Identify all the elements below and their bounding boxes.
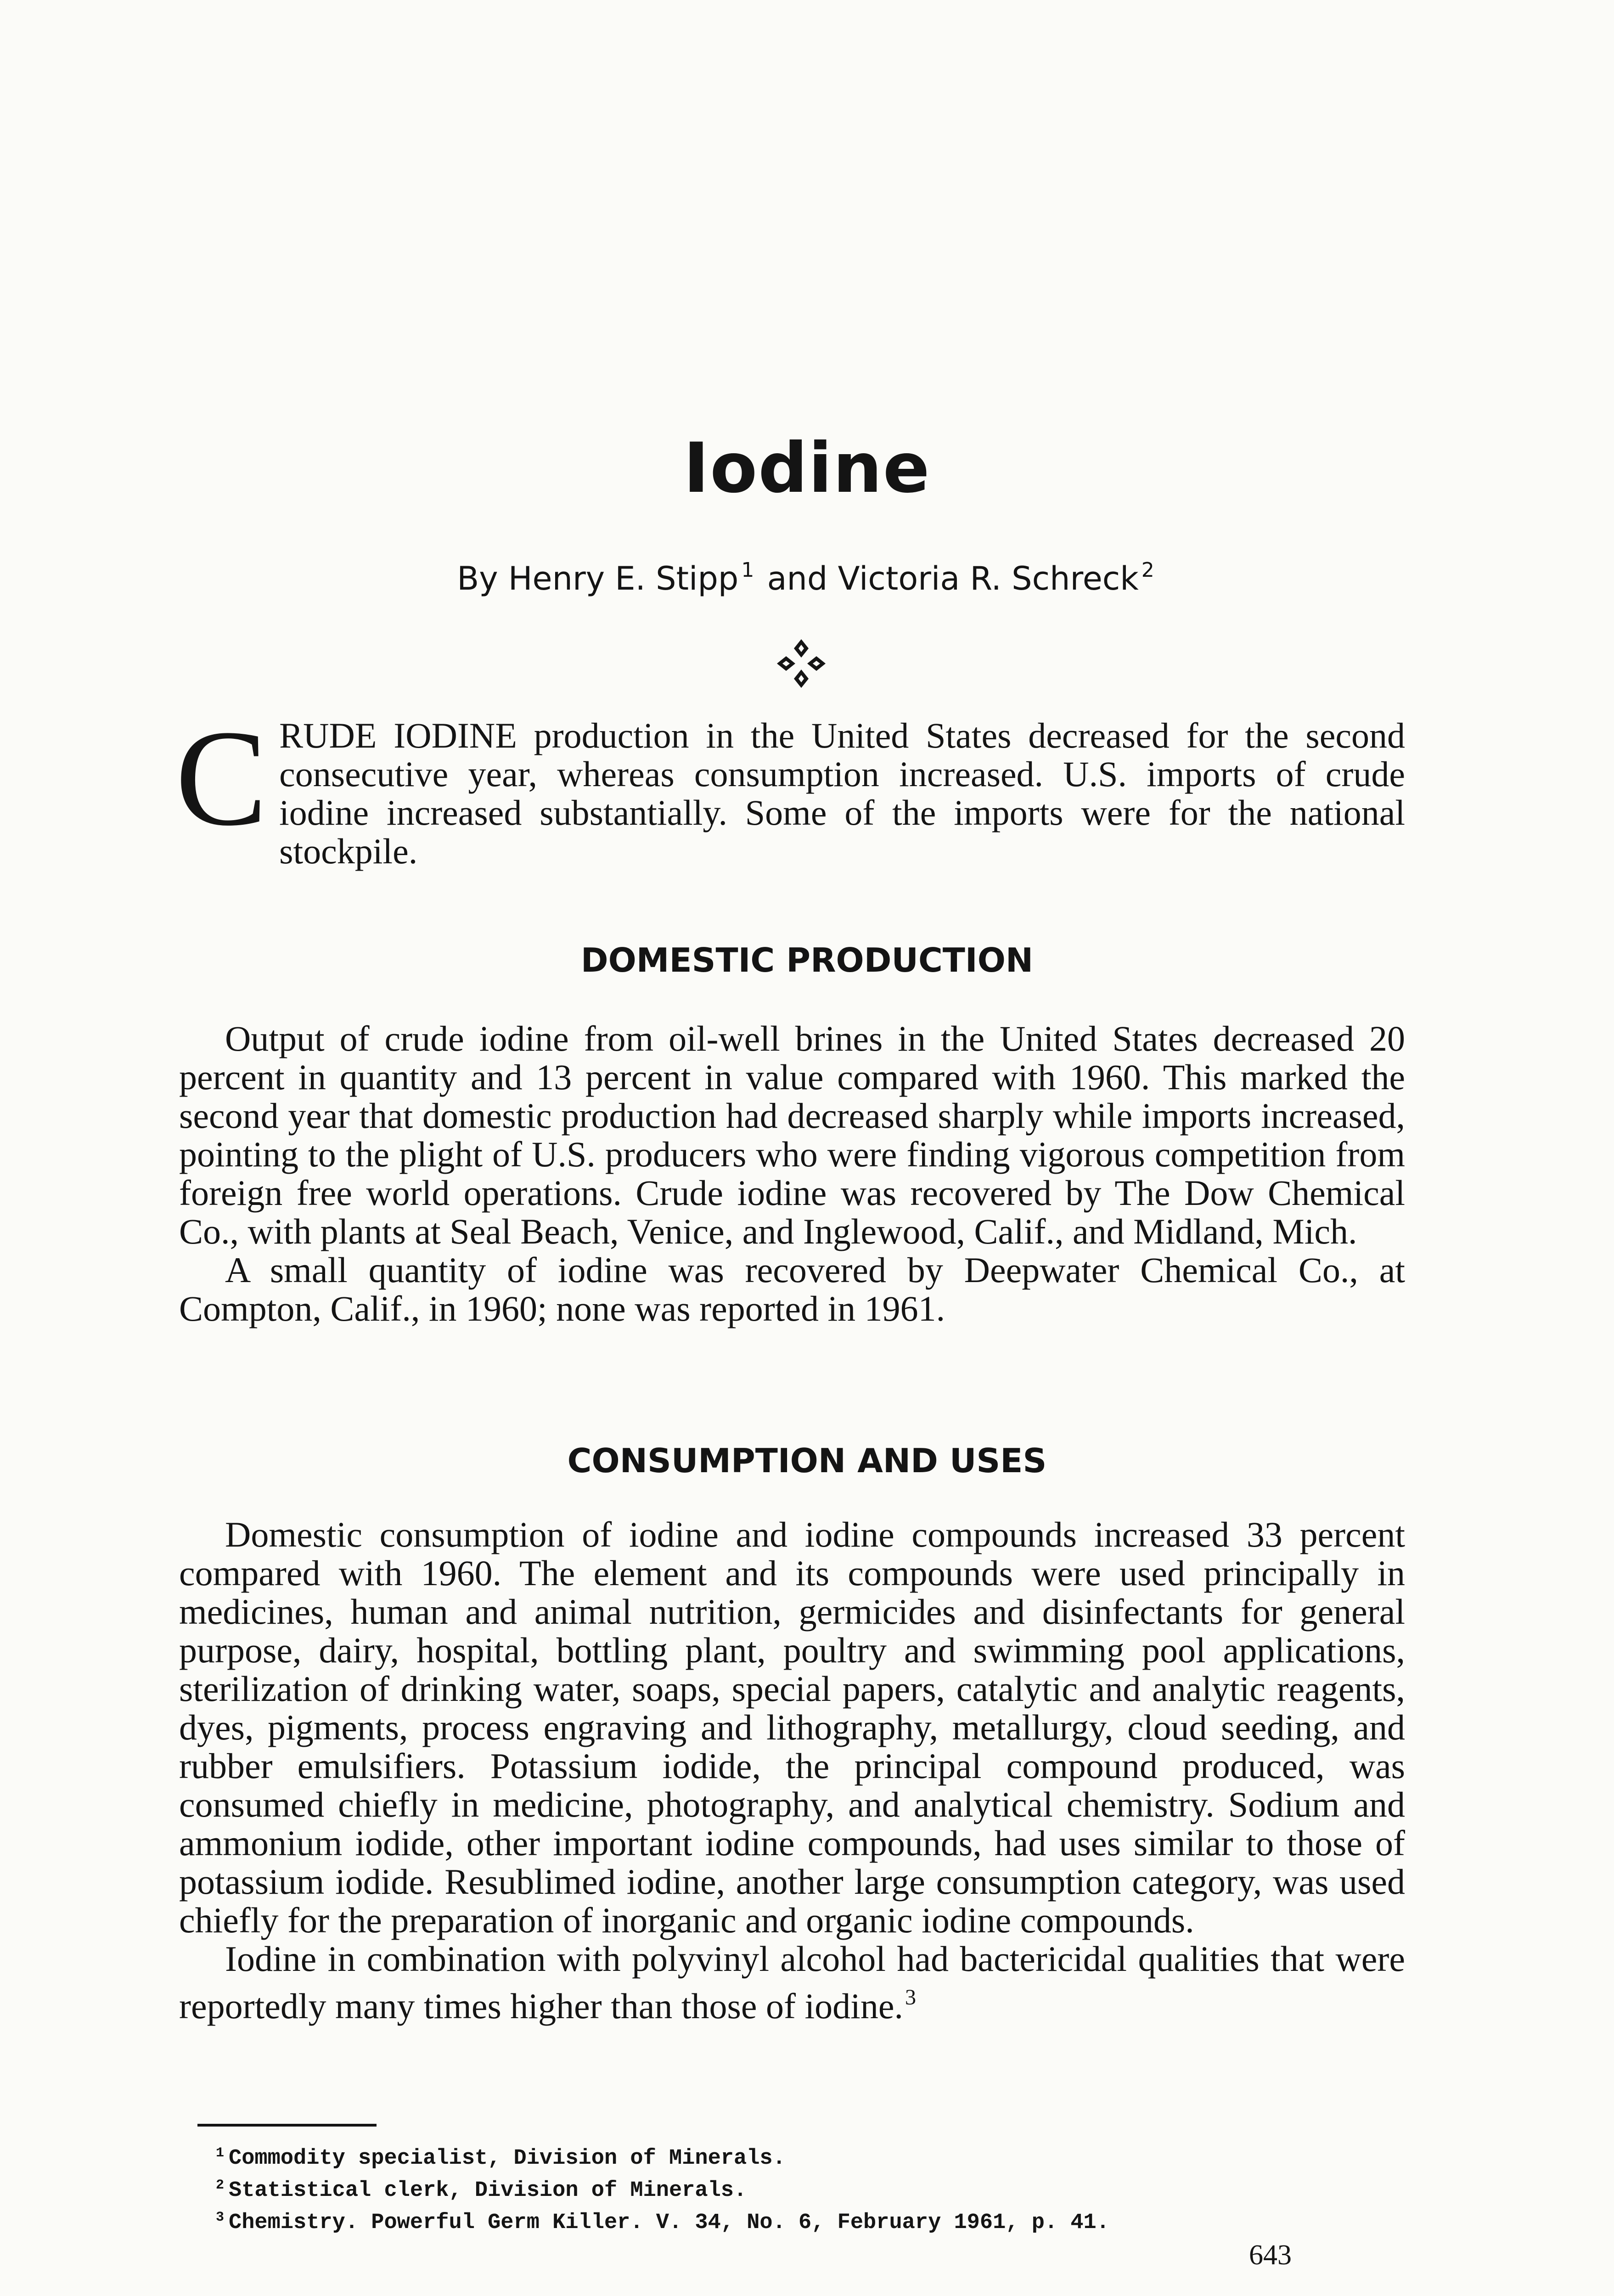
footnote-text: Chemistry. Powerful Germ Killer. V. 34, No. 6, February 1961, p. 41. [229,2211,1109,2235]
footnote-mark: 3 [216,2210,225,2225]
paragraph: Domestic consumption of iodine and iodine compounds increased 33 percent compared with 1960. The element and its compounds were used principally in medicines, human and animal nutrition, germicides and disinfectants for general purpose, dairy, hospital, bottling plant, poultry and swimming pool applications, sterilization of drinking water, soaps, special papers, catalytic and analytic reagents, dyes, pigments, process engraving and lithography, metallurgy, cloud seeding, and rubber emulsifiers. Potassium iodide, the principal compound produced, was consumed chiefly in medicine, photography, and analytical chemistry. Sodium and ammonium iodide, other important iodine compounds, had uses similar to those of potassium iodide. Resublimed iodine, another large consumption category, was used chiefly for the preparation of inorganic and organic iodine compounds. [179,1514,1405,1940]
footnote-2 [216,2172,1364,2204]
author-1-footnote-ref: 1 [741,558,754,582]
footnote-1 [216,2140,1364,2172]
section-heading-domestic-production: DOMESTIC PRODUCTION [580,941,1034,979]
author-2: Victoria R. Schreck [838,560,1139,597]
intro-text: RUDE IODINE production in the United States decreased for the second consecutive year, whereas consumption increased. U.S. imports of crude iodine increased substantially. Some of the imports were for the national stockpile. [279,715,1405,871]
byline [0,560,1614,595]
footnotes [216,2140,1364,2236]
paragraph: A small quantity of iodine was recovered by Deepwater Chemical Co., at Compton, Calif., in 1960; none was reported in 1961. [179,1250,1405,1328]
footnote-text: Statistical clerk, Division of Minerals. [229,2178,747,2203]
article-title: Iodine [683,428,931,508]
footnote-3 [216,2204,1364,2236]
byline-conjunction: and [767,560,828,597]
footnote-text: Commodity specialist, Division of Minerals. [229,2146,786,2171]
author-1: Henry E. Stipp [508,560,739,597]
byline-prefix: By [457,560,498,597]
paragraph: Output of crude iodine from oil-well brines in the United States decreased 20 percent in quantity and 13 percent in value compared with 1960. This marked the second year that domestic production had decreased sharply while imports increased, pointing to the plight of U.S. producers who were finding vigorous competition from foreign free world operations. Crude iodine was recovered by The Dow Chemical Co., with plants at Seal Beach, Venice, and Inglewood, Calif., and Midland, Mich. [179,1019,1405,1251]
paragraph-text: Iodine in combination with polyvinyl alcohol had bactericidal qualities that were reportedly many times higher than those of iodine. [179,1939,1405,2026]
section-heading-consumption-and-uses: CONSUMPTION AND USES [567,1441,1047,1480]
intro-paragraph [175,702,1405,871]
paragraph [179,1940,1405,2026]
drop-cap: C [175,702,268,854]
section-consumption-and-uses [179,1515,1405,2026]
page-number: 643 [1249,2240,1292,2271]
footnote-mark: 2 [216,2178,225,2193]
section-domestic-production [179,1019,1405,1328]
ornament-icon [776,638,827,689]
footnote-ref-3: 3 [905,1985,916,2009]
author-2-footnote-ref: 2 [1141,558,1154,582]
footnote-mark: 1 [216,2145,225,2161]
footnote-divider [197,2124,377,2127]
